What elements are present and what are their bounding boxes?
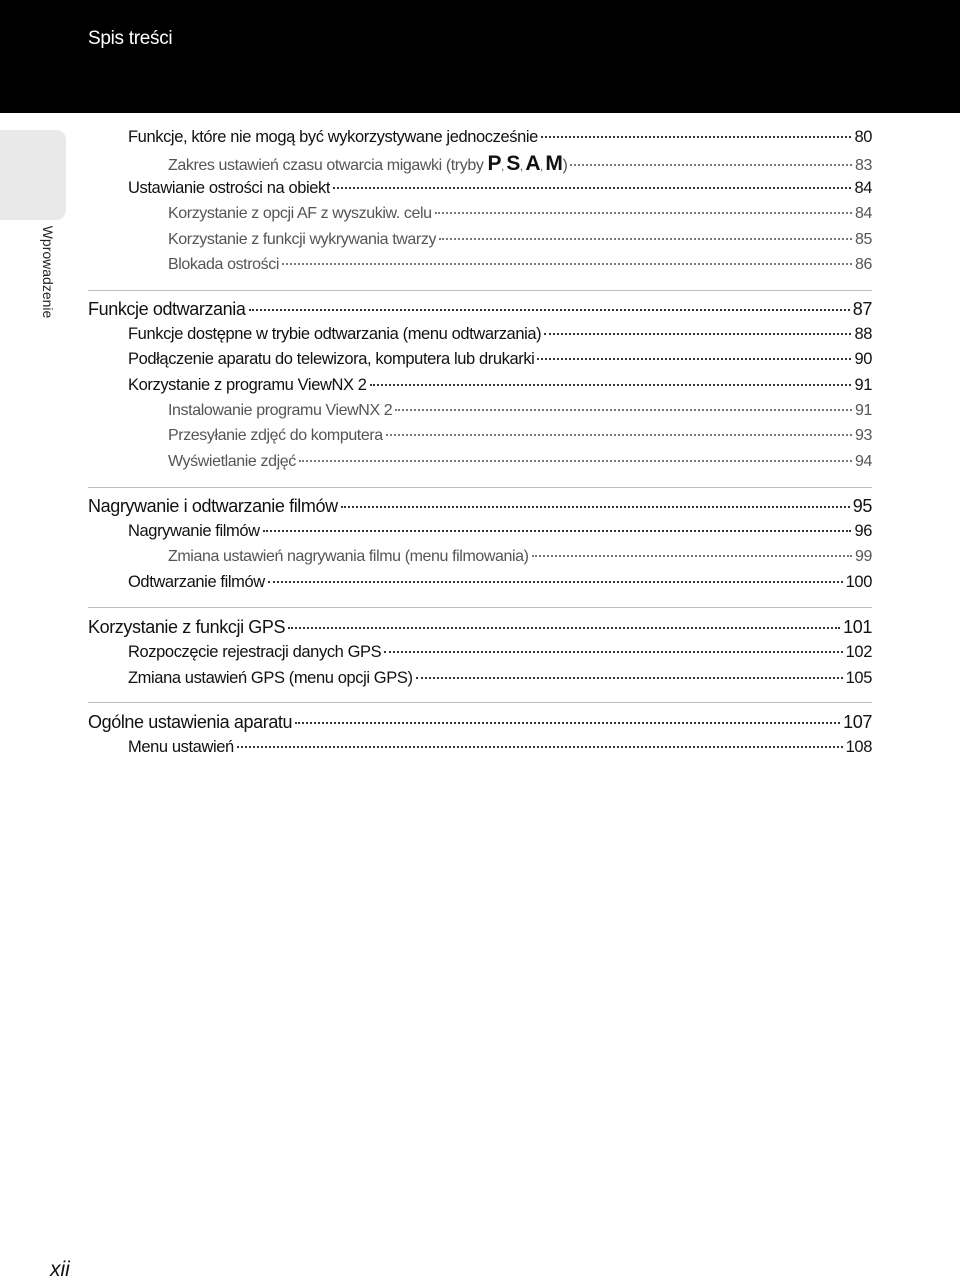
toc-entry[interactable] — [168, 453, 872, 471]
page-header — [0, 0, 960, 113]
leader-dots — [268, 581, 843, 583]
toc-entry-page: 83 — [855, 157, 872, 174]
toc-entry[interactable] — [128, 669, 872, 688]
toc-entry[interactable] — [128, 179, 872, 198]
toc-entry-label: Korzystanie z programu ViewNX 2 — [128, 376, 367, 394]
leader-dots — [333, 187, 851, 189]
toc-entry[interactable] — [128, 128, 872, 147]
toc-entry[interactable] — [168, 256, 872, 274]
toc-entry[interactable] — [128, 573, 872, 592]
toc-entry[interactable] — [128, 738, 872, 757]
toc-entry-page: 107 — [843, 712, 872, 732]
toc-entry[interactable] — [88, 496, 872, 517]
toc-entry[interactable] — [168, 402, 872, 420]
mode-s-icon: S — [506, 152, 521, 175]
toc-entry-label: Korzystanie z opcji AF z wyszukiw. celu — [168, 205, 432, 222]
toc-entry-page: 84 — [854, 179, 872, 197]
toc-entry-label: Rozpoczęcie rejestracji danych GPS — [128, 643, 382, 661]
toc-entry-page: 91 — [855, 402, 872, 419]
toc-entry-page: 80 — [854, 128, 872, 146]
leader-dots — [237, 746, 843, 748]
leader-dots — [386, 434, 852, 436]
leader-dots — [249, 309, 850, 311]
toc-entry[interactable] — [128, 350, 872, 369]
toc-entry-label: Podłączenie aparatu do telewizora, komputera lub drukarki — [128, 350, 535, 368]
leader-dots — [570, 164, 852, 166]
toc-entry-page: 99 — [855, 548, 872, 565]
section-tab-label: Wprowadzenie — [40, 225, 56, 319]
toc-entry-label: Funkcje odtwarzania — [88, 299, 246, 319]
leader-dots — [384, 651, 842, 653]
section-tab — [0, 130, 66, 220]
toc-entry[interactable] — [88, 712, 872, 733]
toc-entry-label: Nagrywanie filmów — [128, 522, 260, 540]
leader-dots — [537, 358, 851, 360]
toc-entry[interactable] — [168, 548, 872, 566]
toc-entry-label: Funkcje, które nie mogą być wykorzystywane jednocześnie — [128, 128, 538, 146]
toc-entry-page: 102 — [845, 643, 872, 661]
toc-entry-label: Odtwarzanie filmów — [128, 573, 265, 591]
mode-a-icon: A — [525, 152, 541, 175]
toc-entry-label-prefix: Zakres ustawień czasu otwarcia migawki (tryby — [168, 157, 488, 174]
toc-entry-page: 91 — [854, 376, 872, 394]
leader-dots — [263, 530, 852, 532]
toc-entry-page: 93 — [855, 427, 872, 444]
toc-entry-page: 100 — [845, 573, 872, 591]
toc-entry-label: Blokada ostrości — [168, 256, 279, 273]
toc-entry-label: Funkcje dostępne w trybie odtwarzania (menu odtwarzania) — [128, 325, 542, 343]
leader-dots — [416, 677, 843, 679]
page-number: xii — [50, 1258, 70, 1281]
toc-entry[interactable] — [168, 231, 872, 249]
toc-entry-page: 90 — [854, 350, 872, 368]
leader-dots — [435, 212, 852, 214]
toc-entry-page: 94 — [855, 453, 872, 470]
toc-entry[interactable] — [128, 376, 872, 395]
toc-entry-label: Ustawianie ostrości na obiekt — [128, 179, 331, 197]
mode-p-icon: P — [487, 152, 502, 175]
toc-entry-page: 88 — [854, 325, 872, 343]
toc-entry-page: 84 — [855, 205, 872, 222]
leader-dots — [544, 333, 851, 335]
toc-entry-label: Przesyłanie zdjęć do komputera — [168, 427, 383, 444]
toc-entry-label-suffix: ) — [562, 157, 568, 174]
leader-dots — [295, 722, 840, 724]
leader-dots — [439, 238, 852, 240]
section-divider — [88, 290, 872, 291]
section-divider — [88, 487, 872, 488]
toc-entry[interactable] — [168, 152, 872, 176]
toc-entry[interactable] — [88, 299, 872, 320]
toc-entry-label: Wyświetlanie zdjęć — [168, 453, 296, 470]
toc-entry-page: 96 — [854, 522, 872, 540]
leader-dots — [299, 460, 852, 462]
leader-dots — [341, 506, 850, 508]
toc-entry[interactable] — [168, 205, 872, 223]
toc-entry-label: Korzystanie z funkcji wykrywania twarzy — [168, 231, 437, 248]
toc-entry-page: 87 — [852, 299, 872, 319]
toc-entry-page: 101 — [843, 617, 872, 637]
toc-entry-page: 95 — [852, 496, 872, 516]
leader-dots — [288, 627, 840, 629]
toc-entry-label: Zakres ustawień czasu otwarcia migawki (tryby P, S, A, M) — [168, 152, 568, 175]
toc-entry-label: Ogólne ustawienia aparatu — [88, 712, 293, 732]
toc-entry-label: Zmiana ustawień GPS (menu opcji GPS) — [128, 669, 413, 687]
leader-dots — [532, 555, 852, 557]
leader-dots — [395, 409, 852, 411]
toc-entry-label: Korzystanie z funkcji GPS — [88, 617, 286, 637]
leader-dots — [282, 263, 852, 265]
toc-entry[interactable] — [128, 325, 872, 344]
leader-dots — [541, 136, 851, 138]
toc-entry-page: 86 — [855, 256, 872, 273]
toc-entry[interactable] — [128, 643, 872, 662]
toc-entry-label: Menu ustawień — [128, 738, 234, 756]
toc-entry[interactable] — [88, 617, 872, 638]
toc-entry[interactable] — [128, 522, 872, 541]
leader-dots — [370, 384, 852, 386]
toc-entry-page: 85 — [855, 231, 872, 248]
toc-entry-page: 105 — [845, 669, 872, 687]
toc-entry[interactable] — [168, 427, 872, 445]
mode-m-icon: M — [545, 152, 563, 175]
toc-entry-label: Instalowanie programu ViewNX 2 — [168, 402, 393, 419]
section-divider — [88, 607, 872, 608]
toc-entry-label: Zmiana ustawień nagrywania filmu (menu filmowania) — [168, 548, 529, 565]
section-divider — [88, 702, 872, 703]
page-title: Spis treści — [88, 28, 173, 49]
toc-entry-label: Nagrywanie i odtwarzanie filmów — [88, 496, 338, 516]
toc-entry-page: 108 — [845, 738, 872, 756]
